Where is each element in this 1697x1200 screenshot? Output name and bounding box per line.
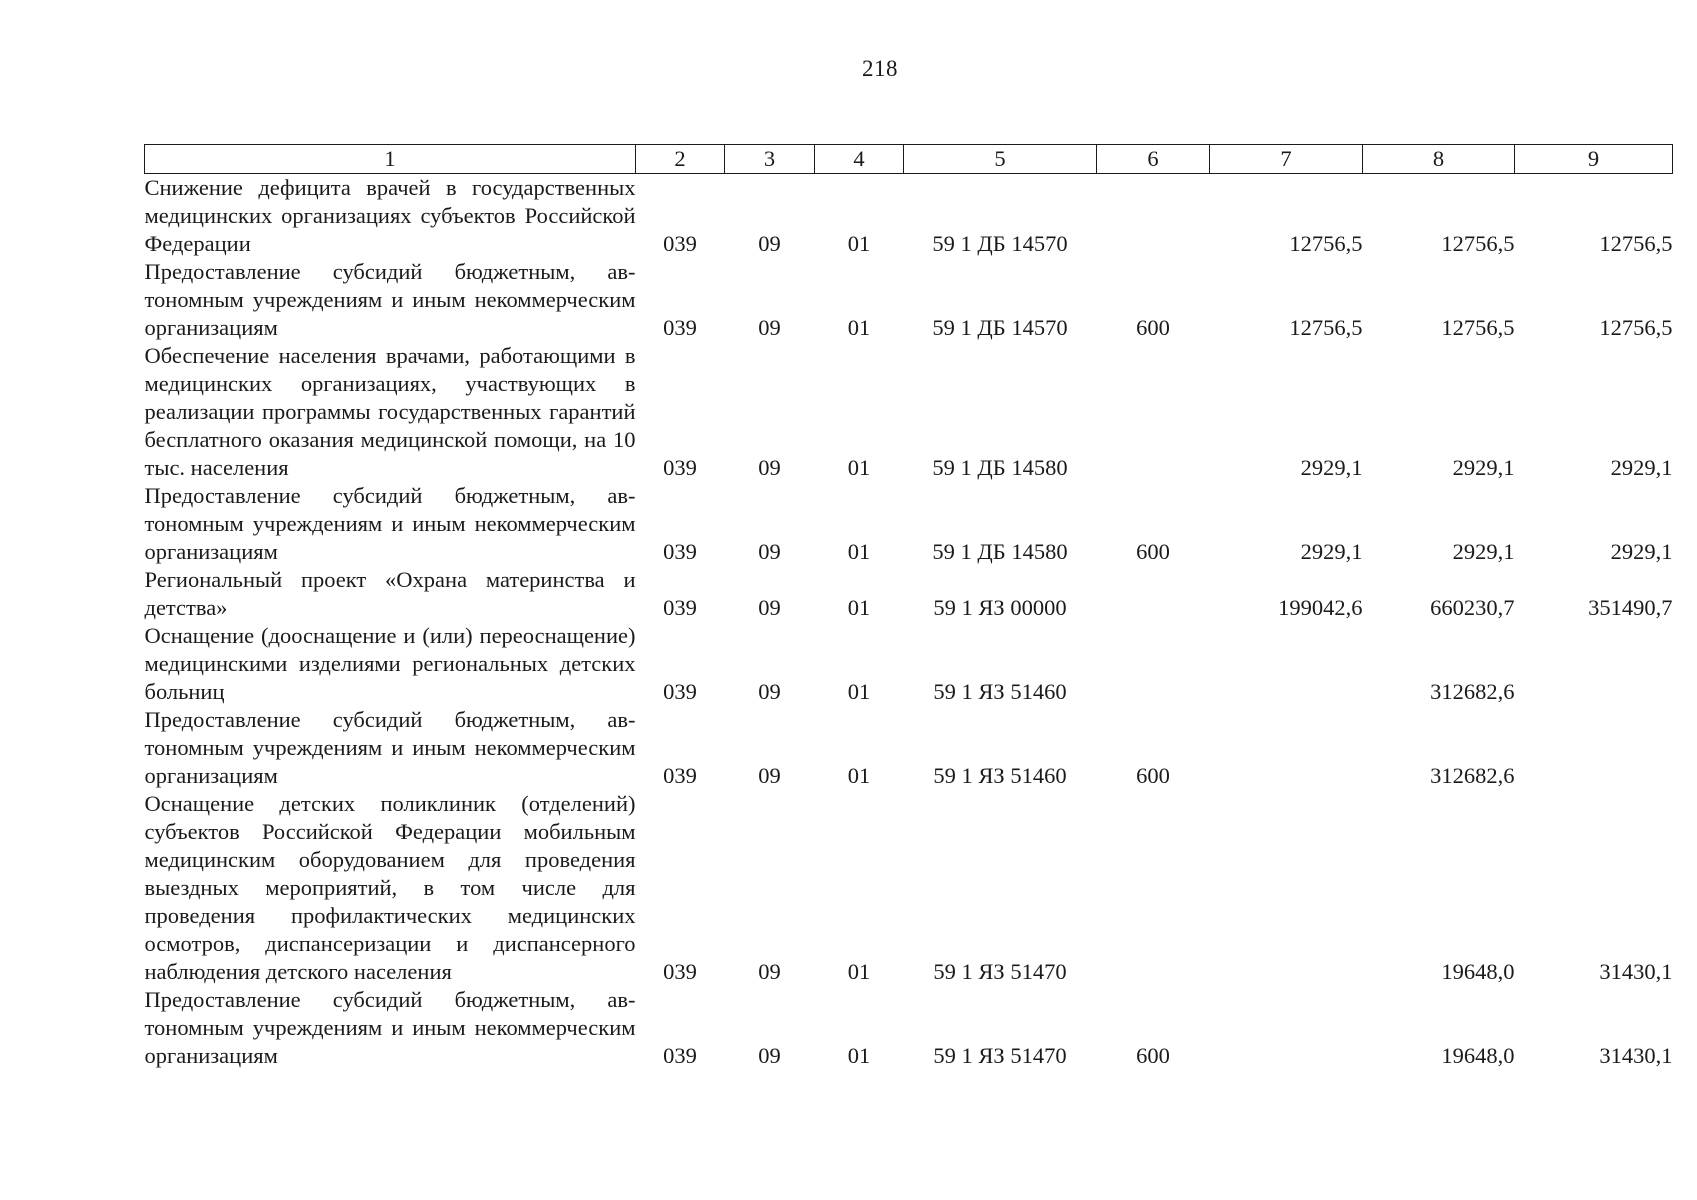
table-row: [145, 986, 1673, 1070]
cell-col-7: [1210, 622, 1363, 706]
cell-col-9: 2929,1: [1610, 539, 1673, 564]
cell-col-3: 09: [758, 959, 781, 984]
budget-table: [144, 144, 1673, 1070]
cell-col-8: 12756,5: [1441, 315, 1515, 340]
row-name: Предоставление субсидий бюджетным, автономным учреждениям и иным некоммерческим организациям: [144, 987, 636, 1068]
header-col-3: 3: [725, 145, 815, 174]
row-name: Обеспечение населения врачами, работающими в медицинских организациях, участвующих в реализации программы государственных гарантий бесплатного оказания медицинской помощи, на 10 тыс. населения: [144, 343, 636, 480]
cell-col-8: 19648,0: [1441, 1043, 1515, 1068]
cell-col-9: [1515, 622, 1673, 706]
cell-col-7: 12756,5: [1289, 231, 1363, 256]
cell-col-2: 039: [663, 231, 697, 256]
cell-col-9: 2929,1: [1610, 455, 1673, 480]
cell-col-6: [1097, 622, 1210, 706]
cell-col-8: 312682,6: [1430, 763, 1515, 788]
cell-col-9: 31430,1: [1599, 959, 1673, 984]
cell-col-8: 2929,1: [1452, 455, 1515, 480]
table-row: [145, 482, 1673, 566]
cell-col-4: 01: [847, 231, 871, 256]
cell-col-2: 039: [663, 595, 697, 620]
row-name: Предоставление субсидий бюджетным, автономным учреждениям и иным некоммерческим организациям: [144, 259, 636, 340]
cell-col-9: 12756,5: [1599, 315, 1673, 340]
cell-col-3: 09: [758, 539, 781, 564]
cell-col-7: 12756,5: [1289, 315, 1363, 340]
cell-col-5: 59 1 ЯЗ 00000: [933, 595, 1067, 620]
cell-col-7: 2929,1: [1300, 455, 1363, 480]
cell-col-3: 09: [758, 1043, 781, 1068]
cell-col-4: 01: [847, 1043, 871, 1068]
table-row: [145, 174, 1673, 259]
cell-col-2: 039: [663, 763, 697, 788]
header-col-9: 9: [1515, 145, 1673, 174]
cell-col-6: [1097, 790, 1210, 986]
cell-col-7: 199042,6: [1278, 595, 1363, 620]
cell-col-6: [1097, 342, 1210, 482]
cell-col-5: 59 1 ДБ 14580: [932, 539, 1068, 564]
cell-col-4: 01: [847, 679, 871, 704]
cell-col-4: 01: [847, 455, 871, 480]
cell-col-8: 12756,5: [1441, 231, 1515, 256]
cell-col-2: 039: [663, 539, 697, 564]
cell-col-7: [1210, 706, 1363, 790]
cell-col-7: [1210, 986, 1363, 1070]
row-name: Предоставление субсидий бюджетным, автономным учреждениям и иным некоммерческим организациям: [144, 483, 636, 564]
cell-col-8: 660230,7: [1430, 595, 1515, 620]
cell-col-2: 039: [663, 455, 697, 480]
cell-col-2: 039: [663, 679, 697, 704]
cell-col-3: 09: [758, 455, 781, 480]
header-col-5: 5: [904, 145, 1097, 174]
cell-col-5: 59 1 ДБ 14580: [932, 455, 1068, 480]
cell-col-6: 600: [1136, 539, 1170, 564]
table-row: [145, 622, 1673, 706]
row-name: Оснащение детских поликлиник (отделений) субъектов Российской Федерации мобильным медицинским оборудованием для проведения выездных мероприятий, в том числе для проведения профилактических медицинских осмотров, диспансеризации и диспансерного наблюдения детского населения: [144, 791, 636, 984]
cell-col-7: 2929,1: [1300, 539, 1363, 564]
cell-col-7: [1210, 790, 1363, 986]
header-col-2: 2: [636, 145, 725, 174]
cell-col-6: [1097, 566, 1210, 622]
cell-col-5: 59 1 ЯЗ 51470: [933, 1043, 1067, 1068]
cell-col-5: 59 1 ЯЗ 51460: [933, 763, 1067, 788]
row-name: Предоставление субсидий бюджетным, автономным учреждениям и иным некоммерческим организациям: [144, 707, 636, 788]
cell-col-3: 09: [758, 763, 781, 788]
cell-col-9: 351490,7: [1588, 595, 1673, 620]
header-col-4: 4: [815, 145, 904, 174]
header-col-7: 7: [1210, 145, 1363, 174]
cell-col-2: 039: [663, 315, 697, 340]
cell-col-3: 09: [758, 595, 781, 620]
table-row: [145, 566, 1673, 622]
header-col-6: 6: [1097, 145, 1210, 174]
cell-col-2: 039: [663, 1043, 697, 1068]
cell-col-6: 600: [1136, 1043, 1170, 1068]
cell-col-9: [1515, 706, 1673, 790]
row-name: Региональный проект «Охрана материнства и детства»: [144, 567, 636, 620]
cell-col-4: 01: [847, 539, 871, 564]
header-col-1: 1: [145, 145, 636, 174]
cell-col-6: 600: [1136, 315, 1170, 340]
row-name: Снижение дефицита врачей в государственных медицинских организациях субъектов Российской Федерации: [144, 175, 636, 256]
cell-col-4: 01: [847, 315, 871, 340]
cell-col-6: 600: [1136, 763, 1170, 788]
header-row: [145, 145, 1673, 174]
cell-col-6: [1097, 174, 1210, 259]
cell-col-2: 039: [663, 959, 697, 984]
cell-col-3: 09: [758, 679, 781, 704]
cell-col-4: 01: [847, 763, 871, 788]
cell-col-5: 59 1 ДБ 14570: [932, 315, 1068, 340]
cell-col-8: 19648,0: [1441, 959, 1515, 984]
cell-col-8: 312682,6: [1430, 679, 1515, 704]
cell-col-5: 59 1 ЯЗ 51470: [933, 959, 1067, 984]
cell-col-3: 09: [758, 315, 781, 340]
cell-col-5: 59 1 ДБ 14570: [932, 231, 1068, 256]
cell-col-3: 09: [758, 231, 781, 256]
header-col-8: 8: [1363, 145, 1515, 174]
cell-col-8: 2929,1: [1452, 539, 1515, 564]
cell-col-5: 59 1 ЯЗ 51460: [933, 679, 1067, 704]
table-row: [145, 258, 1673, 342]
cell-col-4: 01: [847, 959, 871, 984]
table-row: [145, 790, 1673, 986]
row-name: Оснащение (дооснащение и (или) переоснащение) медицинскими изделиями региональных детских больниц: [144, 623, 636, 704]
table-row: [145, 706, 1673, 790]
page-number: 218: [862, 56, 898, 81]
cell-col-9: 31430,1: [1599, 1043, 1673, 1068]
cell-col-4: 01: [847, 595, 871, 620]
cell-col-9: 12756,5: [1599, 231, 1673, 256]
table-row: [145, 342, 1673, 482]
